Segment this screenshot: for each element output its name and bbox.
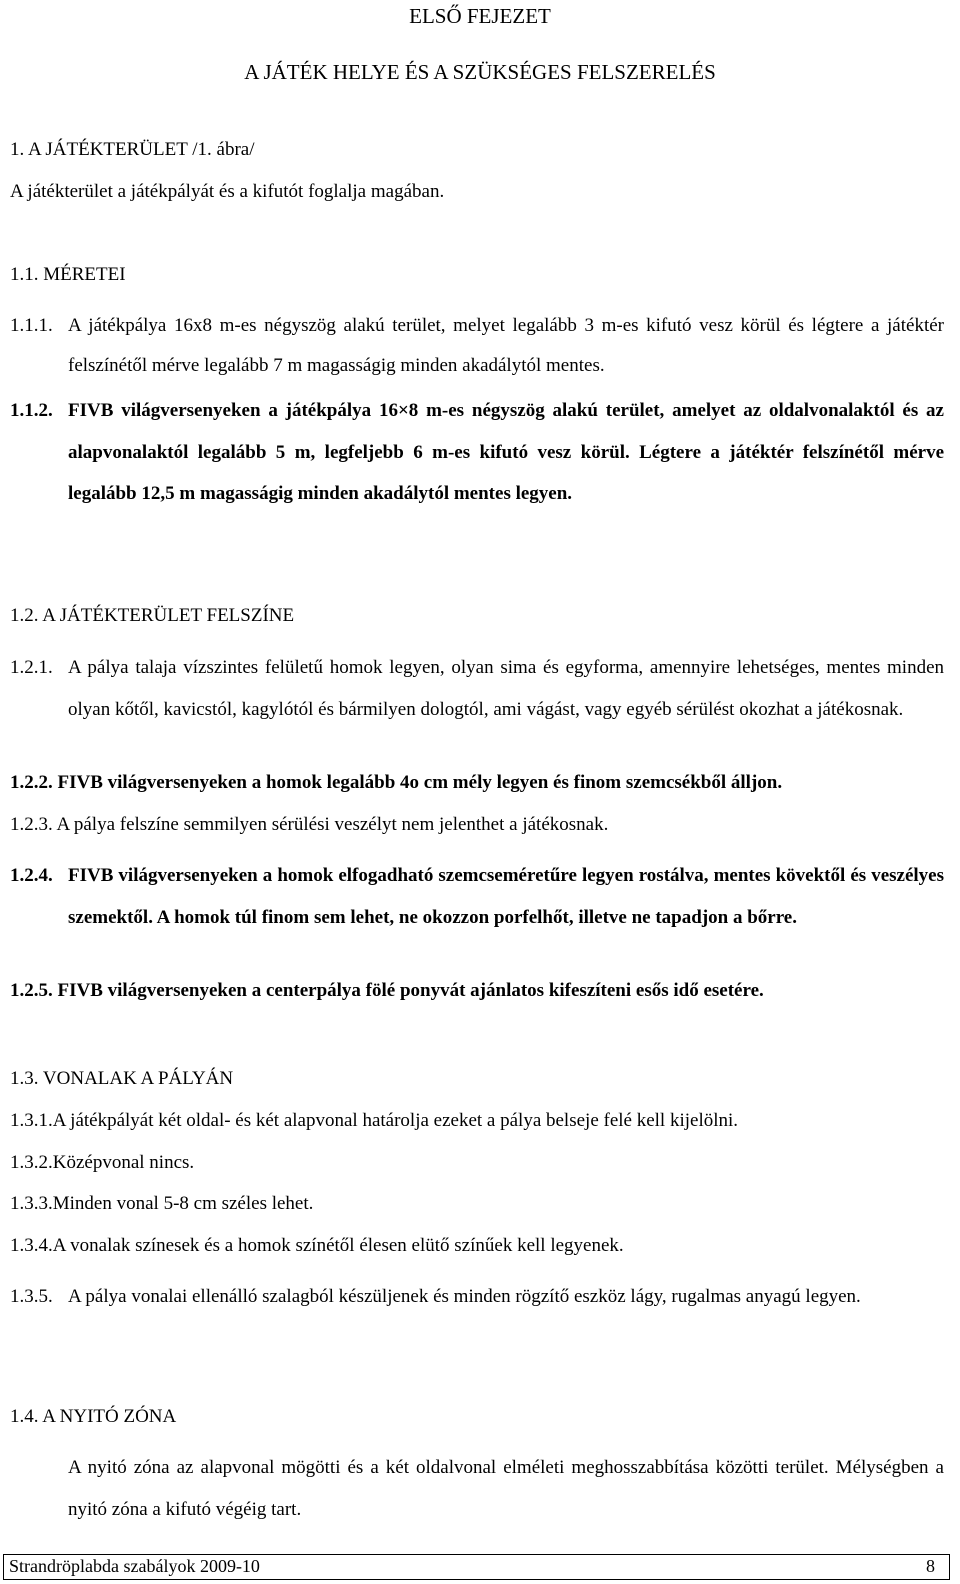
paragraph-number: 1.3.3. <box>10 1193 53 1214</box>
paragraph-text: A játékpálya 16x8 m-es négyszög alakú terület, melyet legalább 3 m-es kifutó vesz körül és légtere a játéktér felszínétől mérve legalább 7 m magasságig minden akadálytól mentes. <box>68 315 944 376</box>
section-1-heading: 1. A JÁTÉKTERÜLET /1. ábra/ <box>10 139 255 160</box>
paragraph-1-3-2 <box>10 1152 194 1174</box>
paragraph-text: FIVB világversenyeken a játékpálya 16×8 m-es négyszög alakú terület, amelyet az oldalvonalaktól és az alapvonalaktól legalább 5 m, legfeljebb 6 m-es kifutó vesz körül. Légtere a játéktér felszínétől mérve legalább 12,5 m magasságig minden akadálytól mentes legyen. <box>68 400 944 504</box>
paragraph-text: FIVB világversenyeken a centerpálya fölé ponyvát ajánlatos kifeszíteni esős idő esetére. <box>57 980 764 1001</box>
section-1-1-heading: 1.1. MÉRETEI <box>10 264 126 285</box>
paragraph-1-2-3 <box>10 814 608 836</box>
paragraph-text: A pálya talaja vízszintes felületű homok legyen, olyan sima és egyforma, amennyire lehetséges, mentes minden olyan kőtől, kavicstól, kagylótól és bármilyen dologtól, ami vágást, vagy egyéb sérülést okozhat a játékosnak. <box>68 657 944 720</box>
chapter-subtitle: A JÁTÉK HELYE ÉS A SZÜKSÉGES FELSZERELÉS <box>244 60 716 84</box>
paragraph-1-4 <box>10 1447 944 1530</box>
section-1-3-heading: 1.3. VONALAK A PÁLYÁN <box>10 1068 234 1089</box>
paragraph-1-2-2 <box>10 772 782 794</box>
paragraph-1-2-4 <box>10 855 944 938</box>
page-number: 8 <box>926 1556 935 1576</box>
paragraph-text: Minden vonal 5-8 cm széles lehet. <box>52 1193 314 1214</box>
paragraph-number: 1.1.2. <box>10 400 53 421</box>
paragraph-text: A pálya vonalai ellenálló szalagból készüljenek és minden rögzítő eszköz lágy, rugalmas anyagú legyen. <box>68 1286 861 1307</box>
section-1-2-heading: 1.2. A JÁTÉKTERÜLET FELSZÍNE <box>10 605 295 626</box>
page-footer <box>3 1554 950 1580</box>
paragraph-number: 1.2.4. <box>10 865 53 886</box>
paragraph-text: A nyitó zóna az alapvonal mögötti és a két oldalvonal elméleti meghosszabbítása közötti terület. Mélységben a nyitó zóna a kifutó végéig tart. <box>68 1457 944 1520</box>
paragraph-1-3-3 <box>10 1193 313 1215</box>
paragraph-text: FIVB világversenyeken a homok elfogadható szemcseméretűre legyen rostálva, mentes kövektől és veszélyes szemektől. A homok túl finom sem lehet, ne okozzon porfelhőt, illetve ne tapadjon a bőrre. <box>68 865 944 928</box>
paragraph-number: 1.2.1. <box>10 657 53 678</box>
paragraph-text: A játékpályát két oldal- és két alapvonal határolja ezeket a pálya belseje felé kell kijelölni. <box>52 1110 739 1131</box>
paragraph-number: 1.3.2. <box>10 1152 53 1173</box>
section-1-4-heading: 1.4. A NYITÓ ZÓNA <box>10 1406 177 1427</box>
paragraph-number: 1.3.5. <box>10 1286 53 1307</box>
paragraph-number: 1.2.3. <box>10 814 53 835</box>
paragraph-number: 1.3.4. <box>10 1235 53 1256</box>
footer-title: Strandröplabda szabályok 2009-10 <box>9 1556 260 1576</box>
section-1-intro: A játékterület a játékpályát és a kifutót foglalja magában. <box>10 181 445 202</box>
paragraph-1-2-5 <box>10 980 764 1002</box>
paragraph-number: 1.1.1. <box>10 315 53 336</box>
paragraph-number: 1.2.5. <box>10 980 53 1001</box>
paragraph-text: Középvonal nincs. <box>52 1152 195 1173</box>
paragraph-number: 1.2.2. <box>10 772 53 793</box>
paragraph-1-1-1 <box>10 306 944 386</box>
paragraph-number: 1.3.1. <box>10 1110 53 1131</box>
paragraph-text: A vonalak színesek és a homok színétől élesen elütő színűek kell legyenek. <box>52 1235 624 1256</box>
chapter-title: ELSŐ FEJEZET <box>409 4 551 28</box>
paragraph-text: A pálya felszíne semmilyen sérülési veszélyt nem jelenthet a játékosnak. <box>56 814 609 835</box>
paragraph-text: FIVB világversenyeken a homok legalább 4o cm mély legyen és finom szemcsékből álljon. <box>57 772 783 793</box>
paragraph-1-2-1 <box>10 647 944 730</box>
paragraph-1-1-2 <box>10 390 944 515</box>
paragraph-1-3-4 <box>10 1235 624 1257</box>
paragraph-1-3-5 <box>10 1276 944 1318</box>
paragraph-1-3-1 <box>10 1110 738 1132</box>
